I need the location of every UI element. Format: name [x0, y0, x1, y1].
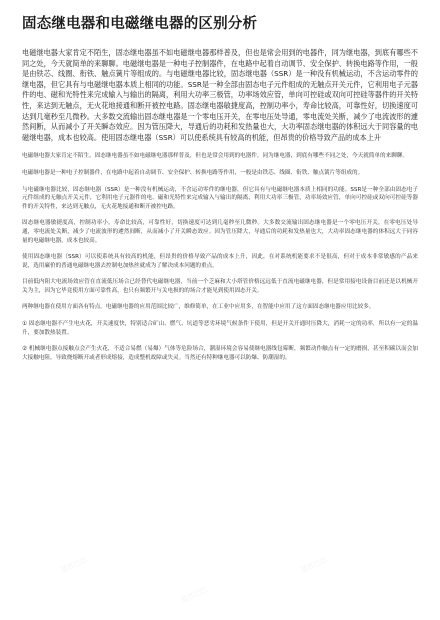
- body-paragraph-1: 电磁继电器大家肯定不陌生，固态继电器虽不如电磁继电器那样普及，但也是常会用到的电器件，同为继电器，到底有哪些不同之处，今天就简单的来聊聊。: [22, 153, 408, 160]
- body-paragraph-8: ① 固态继电器不产生电火花，开关速度快，特别适合矿山、燃气、坑道等恶劣环境气候条件下使用，但是开关开通时压降大，消耗一定的功率，所以有一定的温升，要加散热装置。: [22, 321, 418, 336]
- body-paragraph-6: 目前低内阻大电流场效应管在直流低压场合已经替代电磁继电器，当前一个乏麻和大小塔管价格远远低于直流电磁继电器，但是常用接电设备目前还是以机械开关为主，因为它毕竟使用方面可靠性高，也只有频繁开与关电损的的场合才能见到使用固态开关。: [22, 279, 418, 294]
- body-paragraph-9: ② 机械继电器点接触点会产生火花，不适合易燃（易爆）气体等危险场合，潮湿环境会容易使继电器线包霉断，频繁动作触点有一定的磨损，甚至积碳以而会加大接触电阻，导致烧熔断开或者形成熔接，造成整机故障或失灵。当然还有特种继电器可以防爆、防潮湿的。: [22, 346, 418, 361]
- body-paragraph-5: 使用固态继电器（SSR）可以使系统具有较高的机能，但昂贵的价格导致产品的成本上升，因此，在对系统机能要求不是很高，但对于成本非常敏感的产品来说，选用廉价的普通电磁继电器去控制电加热丝就成为了解决成本问题的重点。: [22, 254, 418, 269]
- body-paragraph-2: 电磁继电器是一种电子控制器件，在电路中起着自动调节、安全保护、转换电路等作用，一般是由铁芯、线圈、衔铁、触点簧片等组成的。: [22, 169, 364, 176]
- body-paragraph-3: 与电磁继电器比较，固态继电器（SSR）是一种没有机械运动，不含运动零件的继电器，但它具有与电磁继电器本质上相同的功能。SSR是一种全部由固态电子元件组成的无触点开关元件，它利用电子元器件的电、磁和光特性来完成输入与输出的隔离，利用大功率三极管，功率场效应管，单向可控硅或双向可控硅等器件的开关特性，来达到无触点，无火花地接通和断开被控电路。: [22, 186, 418, 210]
- page-title: 固态继电器和电磁继电器的区别分析: [22, 16, 258, 32]
- lead-paragraph: 电磁继电器大家肯定不陌生，固态继电器虽不如电磁继电器那样普及，但也是常会用到的电器件，同为继电器，到底有哪些不同之处，今天就简单的来聊聊。电磁继电器是一种电子控制器件，在电路中起着自动调节、安全保护、转换电路等作用，一般是由铁芯、线圈、衔铁、触点簧片等组成的。与电磁继电器比较，固态继电器（SSR）是一种没有机械运动，不含运动零件的继电器，但它具有与电磁继电器本质上相同的功能。SSR是一种全部由固态电子元件组成的无触点开关元件，它利用电子元器件的电、磁和光特性来完成输入与输出的隔离，利用大功率三极管，功率场效应管，单向可控硅或双向可控硅等器件的开关特性，来达到无触点，无火花地接通和断开被控电路。固态继电器敏捷度高，控制功率小，寿命比较高，可靠性好，切换速度可达到几毫秒至几微秒。大多数交流输出固态继电器是一个零电压开关，在零电压处导通，零电流处关断，减少了电流波形的遽然间断，从而减小了开关瞬态效应。因为管压降大，导通后的功耗和发热量也大，大功率固态继电器的体积远大于同容量的电磁继电器，成本也较高。使用固态继电器（SSR）可以使系统具有较高的机能，但昂贵的价格导致产品的成本上升: [22, 48, 418, 142]
- watermark-text: 道客巴巴: [179, 585, 209, 605]
- body-paragraph-7: 两种继电器在使用方面各有特点。电磁继电器的应用范围比较广，维修简单，在工业中应用多，在智能中应用了这方面固态继电器应用比较多。: [22, 304, 375, 311]
- watermark-text: 道客巴巴: [59, 555, 89, 575]
- body-paragraph-4: 固态继电器敏捷度高，控制功率小，寿命比较高，可靠性好，切换速度可达到几毫秒至几微秒。大多数交流输出固态继电器是一个零电压开关，在零电压处导通，零电流处关断，减少了电流波形的遽然间断，从而减小了开关瞬态效应。因为管压降大，导通后的功耗和发热量也大，大功率固态继电器的体积远大于同容量的电磁继电器，成本也较高。: [22, 220, 418, 244]
- watermark-text: 道客巴巴: [299, 555, 329, 575]
